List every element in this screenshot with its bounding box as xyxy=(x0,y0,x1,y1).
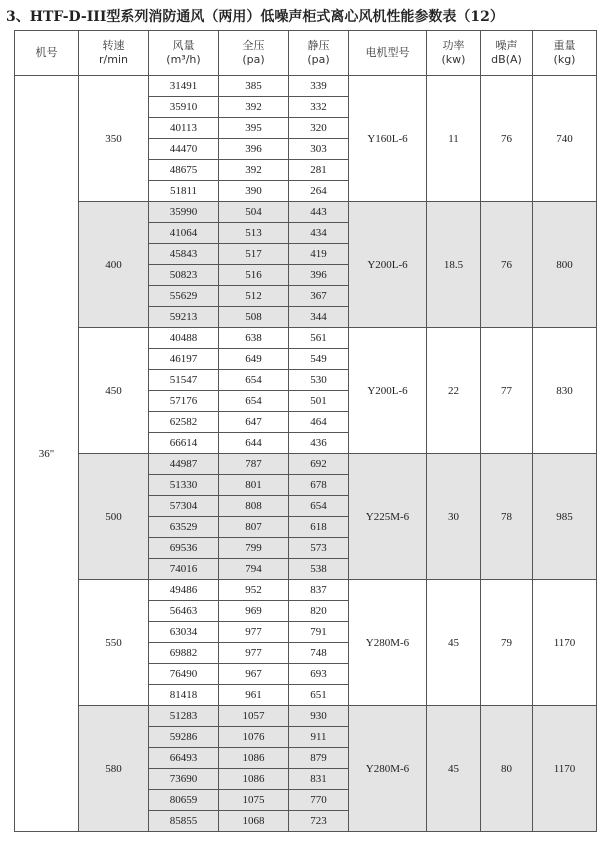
weight-cell: 740 xyxy=(533,76,597,202)
static-pressure-cell: 692 xyxy=(289,454,349,475)
airflow-cell: 85855 xyxy=(149,811,219,832)
header-label: 电机型号 xyxy=(365,46,410,59)
total-pressure-cell: 969 xyxy=(219,601,289,622)
table-row xyxy=(15,580,597,601)
total-pressure-cell: 808 xyxy=(219,496,289,517)
header-label: 转速 xyxy=(102,39,125,52)
header-total-pressure xyxy=(219,31,289,76)
static-pressure-cell: 770 xyxy=(289,790,349,811)
header-unit: dB(A) xyxy=(491,53,522,66)
total-pressure-cell: 967 xyxy=(219,664,289,685)
airflow-cell: 48675 xyxy=(149,160,219,181)
total-pressure-cell: 961 xyxy=(219,685,289,706)
total-pressure-cell: 1076 xyxy=(219,727,289,748)
airflow-cell: 51811 xyxy=(149,181,219,202)
header-noise xyxy=(481,31,533,76)
airflow-cell: 56463 xyxy=(149,601,219,622)
static-pressure-cell: 791 xyxy=(289,622,349,643)
static-pressure-cell: 930 xyxy=(289,706,349,727)
total-pressure-cell: 392 xyxy=(219,160,289,181)
airflow-cell: 45843 xyxy=(149,244,219,265)
airflow-cell: 76490 xyxy=(149,664,219,685)
airflow-cell: 46197 xyxy=(149,349,219,370)
header-unit: (pa) xyxy=(242,53,265,66)
power-cell: 30 xyxy=(427,454,481,580)
total-pressure-cell: 517 xyxy=(219,244,289,265)
total-pressure-cell: 977 xyxy=(219,622,289,643)
total-pressure-cell: 654 xyxy=(219,370,289,391)
weight-cell: 985 xyxy=(533,454,597,580)
total-pressure-cell: 513 xyxy=(219,223,289,244)
header-power xyxy=(427,31,481,76)
header-unit: (pa) xyxy=(307,53,330,66)
airflow-cell: 50823 xyxy=(149,265,219,286)
static-pressure-cell: 693 xyxy=(289,664,349,685)
airflow-cell: 35910 xyxy=(149,97,219,118)
static-pressure-cell: 651 xyxy=(289,685,349,706)
header-speed xyxy=(79,31,149,76)
power-cell: 11 xyxy=(427,76,481,202)
airflow-cell: 49486 xyxy=(149,580,219,601)
power-cell: 22 xyxy=(427,328,481,454)
table-row xyxy=(15,706,597,727)
static-pressure-cell: 837 xyxy=(289,580,349,601)
static-pressure-cell: 332 xyxy=(289,97,349,118)
static-pressure-cell: 436 xyxy=(289,433,349,454)
total-pressure-cell: 654 xyxy=(219,391,289,412)
header-label: 静压 xyxy=(307,39,330,52)
machine-no-cell: 36" xyxy=(15,76,79,832)
header-label: 风量 xyxy=(172,39,195,52)
total-pressure-cell: 385 xyxy=(219,76,289,97)
total-pressure-cell: 807 xyxy=(219,517,289,538)
header-unit: (m³/h) xyxy=(166,53,201,66)
airflow-cell: 35990 xyxy=(149,202,219,223)
header-label: 全压 xyxy=(242,39,265,52)
total-pressure-cell: 1068 xyxy=(219,811,289,832)
header-static-pressure xyxy=(289,31,349,76)
total-pressure-cell: 977 xyxy=(219,643,289,664)
header-label: 机号 xyxy=(35,46,58,59)
airflow-cell: 69536 xyxy=(149,538,219,559)
airflow-cell: 69882 xyxy=(149,643,219,664)
static-pressure-cell: 419 xyxy=(289,244,349,265)
total-pressure-cell: 649 xyxy=(219,349,289,370)
airflow-cell: 51330 xyxy=(149,475,219,496)
power-cell: 45 xyxy=(427,580,481,706)
noise-cell: 76 xyxy=(481,202,533,328)
airflow-cell: 59286 xyxy=(149,727,219,748)
total-pressure-cell: 390 xyxy=(219,181,289,202)
total-pressure-cell: 395 xyxy=(219,118,289,139)
static-pressure-cell: 303 xyxy=(289,139,349,160)
power-cell: 45 xyxy=(427,706,481,832)
total-pressure-cell: 787 xyxy=(219,454,289,475)
power-cell: 18.5 xyxy=(427,202,481,328)
header-weight xyxy=(533,31,597,76)
weight-cell: 830 xyxy=(533,328,597,454)
total-pressure-cell: 952 xyxy=(219,580,289,601)
static-pressure-cell: 831 xyxy=(289,769,349,790)
static-pressure-cell: 530 xyxy=(289,370,349,391)
static-pressure-cell: 879 xyxy=(289,748,349,769)
total-pressure-cell: 644 xyxy=(219,433,289,454)
airflow-cell: 40113 xyxy=(149,118,219,139)
static-pressure-cell: 573 xyxy=(289,538,349,559)
airflow-cell: 73690 xyxy=(149,769,219,790)
static-pressure-cell: 281 xyxy=(289,160,349,181)
header-machine-no xyxy=(15,31,79,76)
airflow-cell: 41064 xyxy=(149,223,219,244)
total-pressure-cell: 392 xyxy=(219,97,289,118)
noise-cell: 80 xyxy=(481,706,533,832)
speed-cell: 350 xyxy=(79,76,149,202)
motor-cell: Y280M-6 xyxy=(349,580,427,706)
static-pressure-cell: 344 xyxy=(289,307,349,328)
motor-cell: Y200L-6 xyxy=(349,202,427,328)
static-pressure-cell: 264 xyxy=(289,181,349,202)
noise-cell: 79 xyxy=(481,580,533,706)
speed-cell: 400 xyxy=(79,202,149,328)
static-pressure-cell: 820 xyxy=(289,601,349,622)
static-pressure-cell: 618 xyxy=(289,517,349,538)
speed-cell: 450 xyxy=(79,328,149,454)
motor-cell: Y160L-6 xyxy=(349,76,427,202)
speed-cell: 580 xyxy=(79,706,149,832)
airflow-cell: 55629 xyxy=(149,286,219,307)
total-pressure-cell: 801 xyxy=(219,475,289,496)
airflow-cell: 80659 xyxy=(149,790,219,811)
airflow-cell: 57176 xyxy=(149,391,219,412)
airflow-cell: 44987 xyxy=(149,454,219,475)
table-row xyxy=(15,76,597,97)
static-pressure-cell: 911 xyxy=(289,727,349,748)
total-pressure-cell: 504 xyxy=(219,202,289,223)
airflow-cell: 62582 xyxy=(149,412,219,433)
page-title: 3、HTF-D-III型系列消防通风（两用）低噪声柜式离心风机性能参数表（12） xyxy=(6,9,504,25)
airflow-cell: 74016 xyxy=(149,559,219,580)
total-pressure-cell: 396 xyxy=(219,139,289,160)
airflow-cell: 81418 xyxy=(149,685,219,706)
header-unit: (kw) xyxy=(441,53,466,66)
total-pressure-cell: 1075 xyxy=(219,790,289,811)
static-pressure-cell: 320 xyxy=(289,118,349,139)
static-pressure-cell: 339 xyxy=(289,76,349,97)
noise-cell: 78 xyxy=(481,454,533,580)
airflow-cell: 51283 xyxy=(149,706,219,727)
motor-cell: Y200L-6 xyxy=(349,328,427,454)
total-pressure-cell: 1057 xyxy=(219,706,289,727)
total-pressure-cell: 794 xyxy=(219,559,289,580)
static-pressure-cell: 678 xyxy=(289,475,349,496)
noise-cell: 76 xyxy=(481,76,533,202)
header-label: 噪声 xyxy=(495,39,518,52)
motor-cell: Y280M-6 xyxy=(349,706,427,832)
total-pressure-cell: 1086 xyxy=(219,748,289,769)
airflow-cell: 66493 xyxy=(149,748,219,769)
performance-table xyxy=(14,30,597,832)
airflow-cell: 63529 xyxy=(149,517,219,538)
static-pressure-cell: 464 xyxy=(289,412,349,433)
noise-cell: 77 xyxy=(481,328,533,454)
header-label: 重量 xyxy=(553,39,576,52)
total-pressure-cell: 647 xyxy=(219,412,289,433)
table-row xyxy=(15,328,597,349)
header-label: 功率 xyxy=(442,39,465,52)
total-pressure-cell: 512 xyxy=(219,286,289,307)
airflow-cell: 57304 xyxy=(149,496,219,517)
speed-cell: 550 xyxy=(79,580,149,706)
total-pressure-cell: 508 xyxy=(219,307,289,328)
static-pressure-cell: 748 xyxy=(289,643,349,664)
motor-cell: Y225M-6 xyxy=(349,454,427,580)
total-pressure-cell: 799 xyxy=(219,538,289,559)
static-pressure-cell: 434 xyxy=(289,223,349,244)
weight-cell: 1170 xyxy=(533,706,597,832)
static-pressure-cell: 443 xyxy=(289,202,349,223)
speed-cell: 500 xyxy=(79,454,149,580)
airflow-cell: 59213 xyxy=(149,307,219,328)
table-row xyxy=(15,202,597,223)
header-airflow xyxy=(149,31,219,76)
header-motor-model xyxy=(349,31,427,76)
total-pressure-cell: 638 xyxy=(219,328,289,349)
airflow-cell: 66614 xyxy=(149,433,219,454)
static-pressure-cell: 723 xyxy=(289,811,349,832)
airflow-cell: 63034 xyxy=(149,622,219,643)
header-unit: (kg) xyxy=(553,53,576,66)
header-unit: r/min xyxy=(99,53,128,66)
airflow-cell: 51547 xyxy=(149,370,219,391)
airflow-cell: 44470 xyxy=(149,139,219,160)
static-pressure-cell: 501 xyxy=(289,391,349,412)
total-pressure-cell: 1086 xyxy=(219,769,289,790)
static-pressure-cell: 538 xyxy=(289,559,349,580)
weight-cell: 1170 xyxy=(533,580,597,706)
static-pressure-cell: 561 xyxy=(289,328,349,349)
static-pressure-cell: 654 xyxy=(289,496,349,517)
header-row xyxy=(15,31,597,76)
table-row xyxy=(15,454,597,475)
airflow-cell: 40488 xyxy=(149,328,219,349)
weight-cell: 800 xyxy=(533,202,597,328)
static-pressure-cell: 396 xyxy=(289,265,349,286)
airflow-cell: 31491 xyxy=(149,76,219,97)
static-pressure-cell: 367 xyxy=(289,286,349,307)
total-pressure-cell: 516 xyxy=(219,265,289,286)
static-pressure-cell: 549 xyxy=(289,349,349,370)
